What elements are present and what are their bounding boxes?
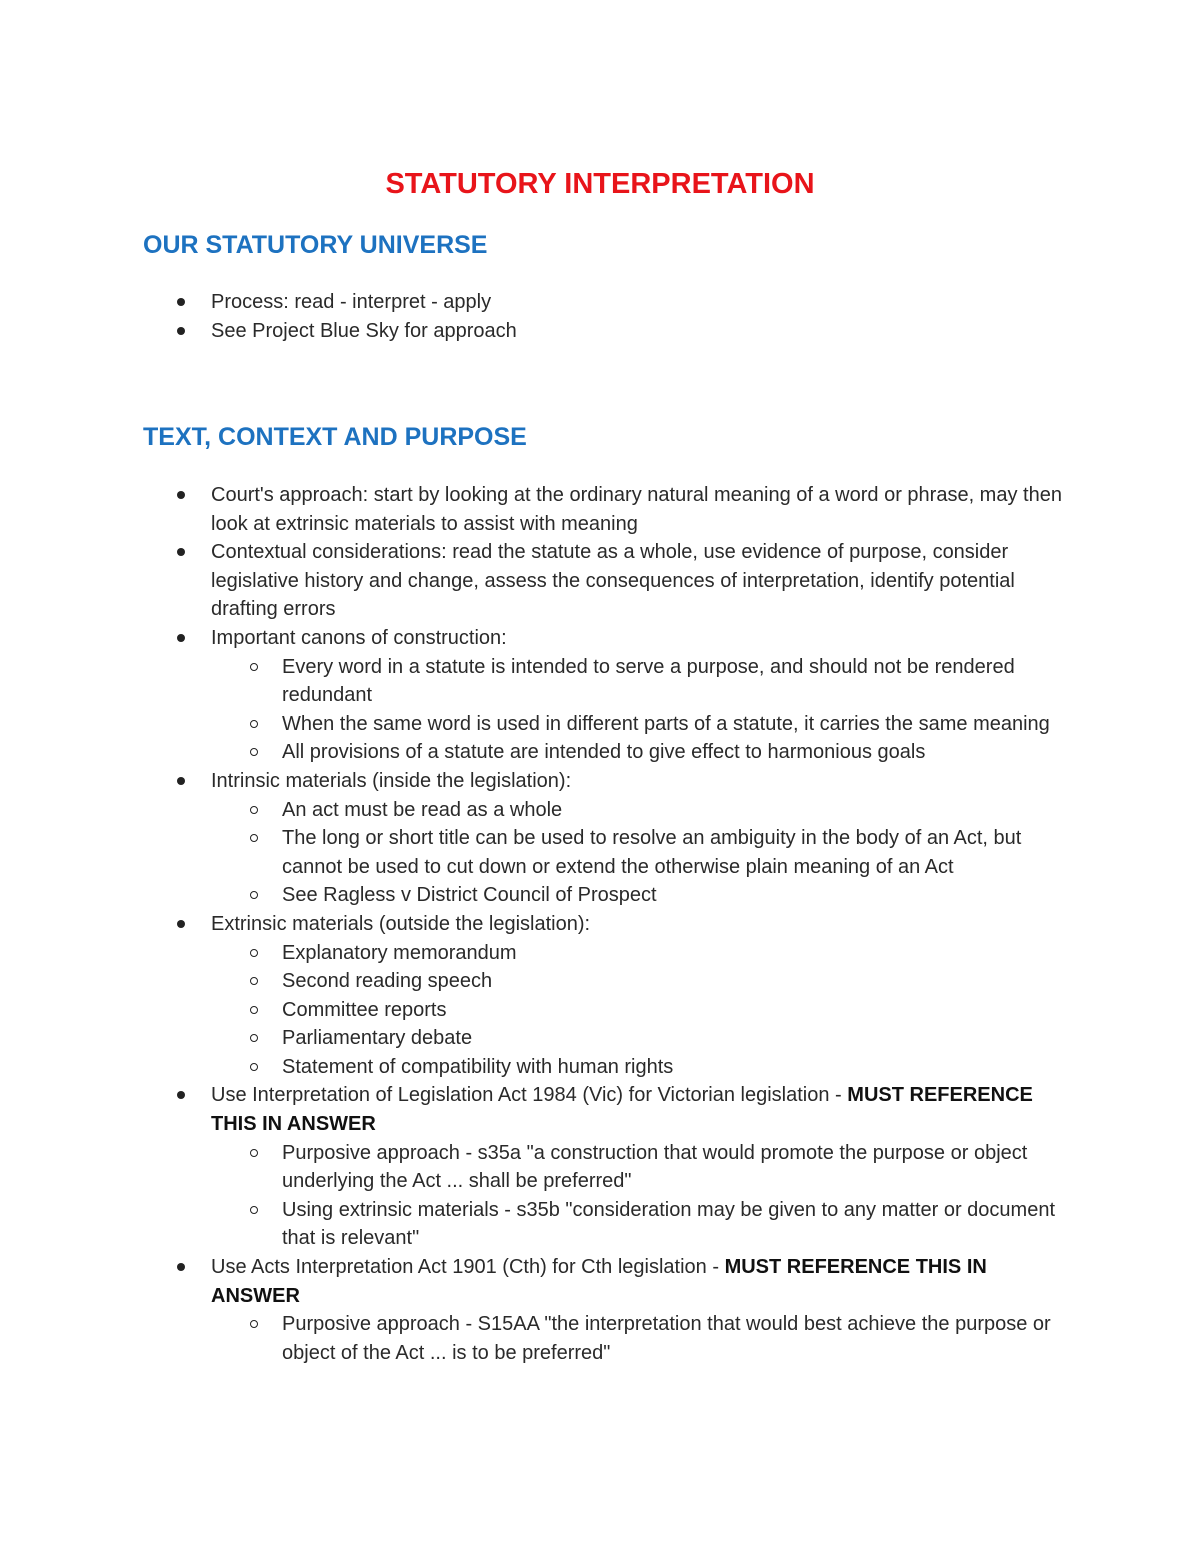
list-item: Court's approach: start by looking at the ordinary natural meaning of a word or phrase, may then look at extrinsic materials to assist with meaning: [0, 481, 1066, 538]
bullet-icon: [177, 298, 185, 306]
bullet-icon: [177, 634, 185, 642]
sub-list-item: Committee reports: [0, 996, 1062, 1025]
sub-list-item: See Ragless v District Council of Prospect: [0, 881, 1062, 910]
bullet-icon: [177, 548, 185, 556]
sub-list-item: When the same word is used in different parts of a statute, it carries the same meaning: [0, 710, 1062, 739]
statutory-universe-list: [0, 288, 1200, 345]
circle-bullet-icon: [250, 1006, 258, 1014]
circle-bullet-icon: [250, 977, 258, 985]
list-item: Contextual considerations: read the statute as a whole, use evidence of purpose, consider legislative history and change, assess the consequences of interpretation, identify potential drafting errors: [0, 538, 1066, 624]
circle-bullet-icon: [250, 891, 258, 899]
sub-list-item: The long or short title can be used to resolve an ambiguity in the body of an Act, but cannot be used to cut down or extend the otherwise plain meaning of an Act: [0, 824, 1062, 881]
sub-list-item: All provisions of a statute are intended to give effect to harmonious goals: [0, 738, 1062, 767]
list-item: See Project Blue Sky for approach: [0, 317, 1066, 346]
list-item: Use Acts Interpretation Act 1901 (Cth) for Cth legislation - MUST REFERENCE THIS IN ANSWER: [0, 1253, 1066, 1310]
circle-bullet-icon: [250, 1063, 258, 1071]
emphasis-text: MUST REFERENCE THIS IN ANSWER: [211, 1256, 987, 1307]
list-item: Process: read - interpret - apply: [0, 288, 1066, 317]
page-title: STATUTORY INTERPRETATION: [385, 168, 815, 200]
list-item: Use Interpretation of Legislation Act 1984 (Vic) for Victorian legislation - MUST REFERENCE THIS IN ANSWER: [0, 1081, 1066, 1138]
sub-list-item: Purposive approach - s35a "a construction that would promote the purpose or object underlying the Act ... shall be preferred": [0, 1139, 1062, 1196]
list-item: Intrinsic materials (inside the legislation):: [0, 767, 1066, 796]
text-context-purpose-list: [0, 481, 1200, 1367]
circle-bullet-icon: [250, 834, 258, 842]
circle-bullet-icon: [250, 720, 258, 728]
sub-list-item: Purposive approach - S15AA "the interpretation that would best achieve the purpose or object of the Act ... is to be preferred": [0, 1310, 1062, 1367]
circle-bullet-icon: [250, 1034, 258, 1042]
sub-list-item: Every word in a statute is intended to serve a purpose, and should not be rendered redundant: [0, 653, 1062, 710]
circle-bullet-icon: [250, 949, 258, 957]
sub-list-item: Using extrinsic materials - s35b "consideration may be given to any matter or document that is relevant": [0, 1196, 1062, 1253]
bullet-icon: [177, 491, 185, 499]
list-item: Important canons of construction:: [0, 624, 1066, 653]
list-item: Extrinsic materials (outside the legislation):: [0, 910, 1066, 939]
circle-bullet-icon: [250, 1149, 258, 1157]
bullet-icon: [177, 1091, 185, 1099]
circle-bullet-icon: [250, 748, 258, 756]
bullet-icon: [177, 327, 185, 335]
bullet-icon: [177, 1263, 185, 1271]
emphasis-text: MUST REFERENCE THIS IN ANSWER: [211, 1084, 1033, 1136]
section-heading-statutory-universe: OUR STATUTORY UNIVERSE: [143, 231, 488, 259]
bullet-icon: [177, 920, 185, 928]
sub-list-item: An act must be read as a whole: [0, 796, 1062, 825]
circle-bullet-icon: [250, 1206, 258, 1214]
circle-bullet-icon: [250, 663, 258, 671]
section-heading-text-context-purpose: TEXT, CONTEXT AND PURPOSE: [143, 423, 527, 451]
sub-list-item: Statement of compatibility with human rights: [0, 1053, 1062, 1082]
circle-bullet-icon: [250, 1320, 258, 1328]
bullet-icon: [177, 777, 185, 785]
sub-list-item: Second reading speech: [0, 967, 1062, 996]
sub-list-item: Parliamentary debate: [0, 1024, 1062, 1053]
circle-bullet-icon: [250, 806, 258, 814]
sub-list-item: Explanatory memorandum: [0, 939, 1062, 968]
